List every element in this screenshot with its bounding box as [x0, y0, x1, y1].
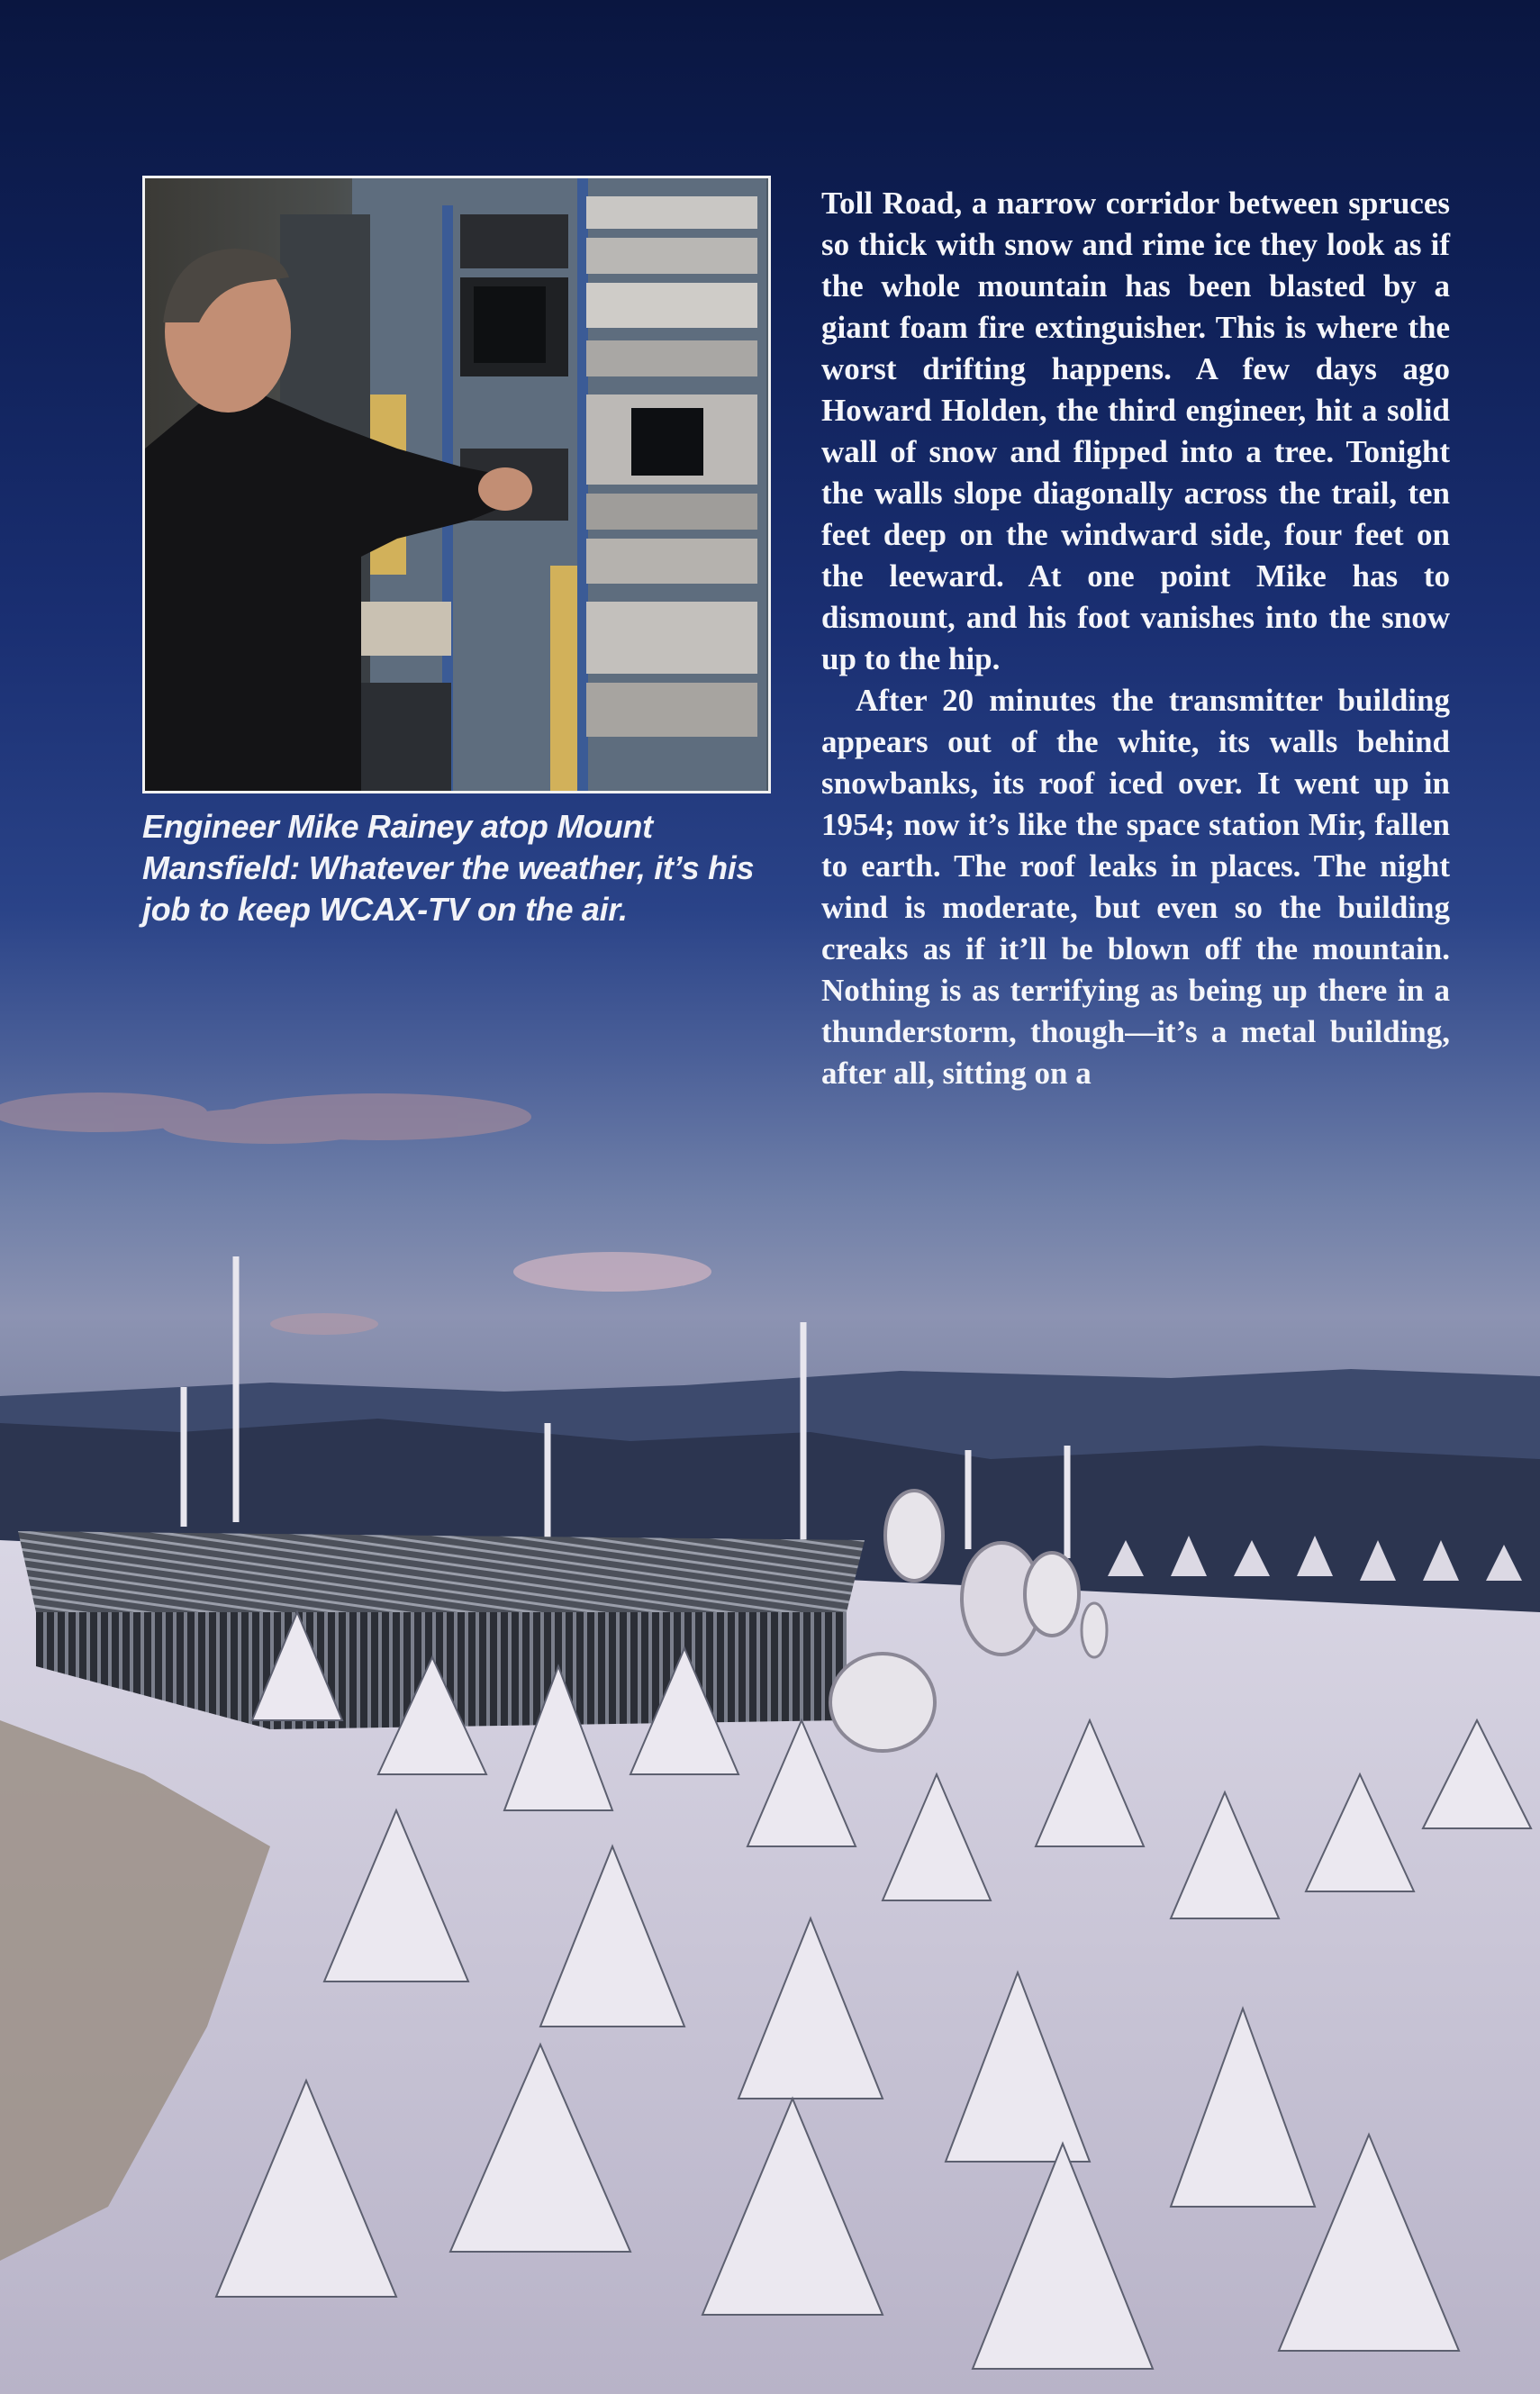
engineer-photo-inset	[142, 176, 771, 793]
clouds	[0, 1093, 711, 1335]
photo-caption: Engineer Mike Rainey atop Mount Mansfield: Whatever the weather, it’s his job to keep WCAX-TV on the air.	[142, 808, 755, 928]
article-paragraph: After 20 minutes the transmitter building appears out of the white, its walls behind snowbanks, its roof iced over. It went up in 1954; now it’s like the space station Mir, fallen to earth. The roof leaks in places. The night wind is moderate, but even so the building creaks as if it’ll be blown off the mountain. Nothing is as terrifying as being up there in a thunderstorm, though—it’s a metal building, after all, sitting on a	[821, 683, 1450, 1091]
article-body	[821, 183, 1450, 1094]
mountaintop-landscape-photo	[0, 1036, 1540, 2394]
article-paragraph: Toll Road, a narrow corridor between spruces so thick with snow and rime ice they look as if the whole mountain has been blasted by a giant foam fire extinguisher. This is where the worst drifting happens. A few days ago Howard Holden, the third engineer, hit a solid wall of snow and flipped into a tree. Tonight the walls slope diagonally across the trail, ten feet deep on the windward side, four feet on the leeward. At one point Mike has to dismount, and his foot vanishes into the snow up to the hip.	[821, 186, 1450, 676]
